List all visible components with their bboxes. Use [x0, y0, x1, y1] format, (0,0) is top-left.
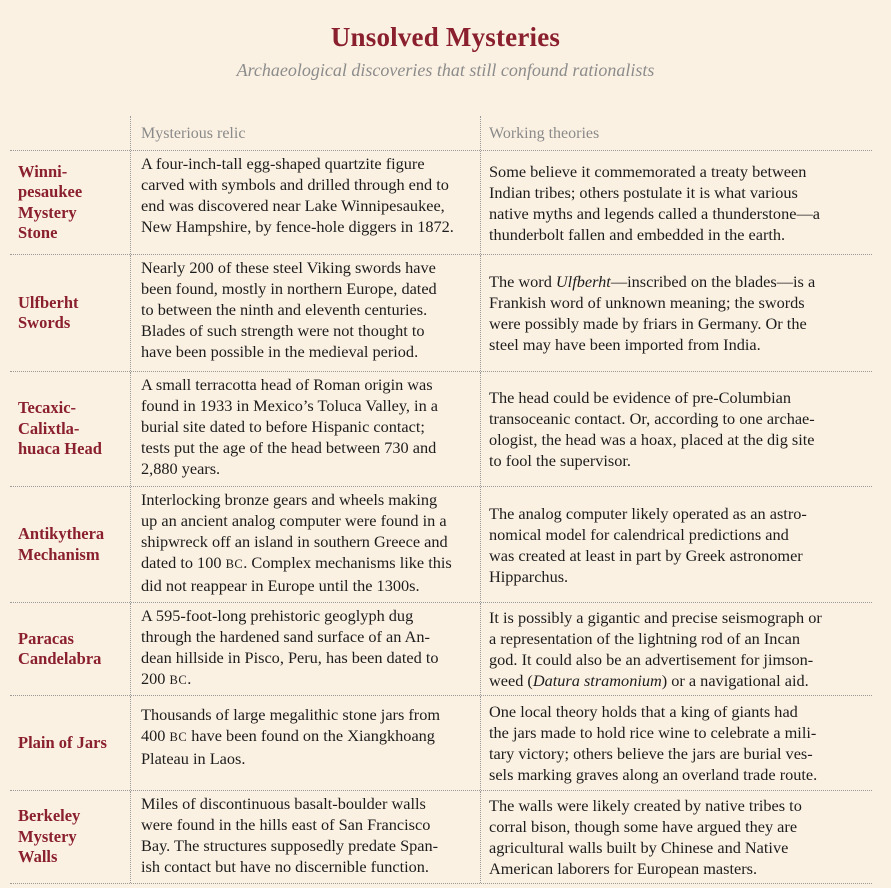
relic-name: Tecaxic- Calixtla- huaca Head [18, 398, 102, 459]
header-theories: Working theories [489, 125, 600, 142]
relic-name-cell [10, 151, 130, 254]
relic-description: Interlocking bronze gears and wheels making up an ancient analog computer were found in a shipwreck off an island in southern Greece and dated to 100 BC. Complex mechanisms like this did not reappear in Europe until the 1300s. [130, 487, 480, 602]
relic-description: A four-inch-tall egg-shaped quartzite figure carved with symbols and drilled through end to end was discovered near Lake Winnipesaukee, New Hampshire, by fence-hole diggers in 1872. [130, 151, 480, 254]
relic-description: Nearly 200 of these steel Viking swords have been found, mostly in northern Europe, dated to between the ninth and eleventh centuries. Blades of such strength were not thought to have been possible in the medieval period. [130, 255, 480, 371]
relic-name-cell [10, 791, 130, 883]
era-abbreviation: BC [169, 730, 188, 744]
relic-name: Ulfberht Swords [18, 292, 79, 332]
working-theory: One local theory holds that a king of giants had the jars made to hold rice wine to celebrate a mili- tary victory; others believe the jars are burial ves- sels marking graves along an overland trade route. [480, 696, 872, 790]
era-abbreviation: BC [225, 557, 244, 571]
mysteries-table [10, 116, 872, 884]
italic-term: Ulfberht [555, 272, 611, 291]
relic-name-cell [10, 372, 130, 486]
relic-name: Plain of Jars [18, 732, 107, 752]
page-subtitle: Archaeological discoveries that still confound rationalists [236, 60, 655, 80]
relic-name-cell [10, 696, 130, 790]
working-theory: The analog computer likely operated as an astro- nomical model for calendrical predictions and was created at least in part by Greek astronomer Hipparchus. [480, 487, 872, 602]
table-row [10, 151, 872, 255]
table-row [10, 487, 872, 603]
working-theory: The word Ulfberht—inscribed on the blades—is a Frankish word of unknown meaning; the swords were possibly made by friars in Germany. Or the steel may have been imported from India. [480, 255, 872, 371]
working-theory: The walls were likely created by native tribes to corral bison, though some have argued they are agricultural walls built by Chinese and Native American laborers for European masters. [480, 791, 872, 883]
era-abbreviation: BC [169, 673, 188, 687]
header-theories-cell [480, 116, 872, 150]
table-header [10, 116, 872, 151]
table-row [10, 372, 872, 487]
relic-name: Paracas Candelabra [18, 628, 102, 668]
relic-description: Thousands of large megalithic stone jars from 400 BC have been found on the Xiangkhoang Plateau in Laos. [130, 696, 480, 790]
header-relic-cell [130, 116, 480, 150]
table-row [10, 255, 872, 372]
relic-description: A small terracotta head of Roman origin was found in 1933 in Mexico’s Toluca Valley, in a burial site dated to before Hispanic contact; tests put the age of the head between 730 and 2,880 years. [130, 372, 480, 486]
working-theory: Some believe it commemorated a treaty between Indian tribes; others postulate it is what various native myths and legends called a thunderstone—a thunderbolt fallen and embedded in the earth. [480, 151, 872, 254]
relic-name-cell [10, 255, 130, 371]
table-row [10, 791, 872, 884]
relic-name: Antikythera Mechanism [18, 524, 105, 564]
relic-description: Miles of discontinuous basalt-boulder walls were found in the hills east of San Francisco Bay. The structures supposedly predate Span- ish contact but have no discernible function. [130, 791, 480, 883]
relic-name-cell [10, 603, 130, 695]
page-title: Unsolved Mysteries [330, 22, 561, 52]
italic-term: Datura stramonium [532, 671, 662, 690]
relic-name: Winni- pesaukee Mystery Stone [18, 161, 83, 242]
working-theory: The head could be evidence of pre-Columbian transoceanic contact. Or, according to one archae- ologist, the head was a hoax, placed at the dig site to fool the supervisor. [480, 372, 872, 486]
working-theory: It is possibly a gigantic and precise seismograph or a representation of the lightning rod of an Incan god. It could also be an advertisement for jimson- weed (Datura stramonium) or a navigational aid. [480, 603, 872, 695]
relic-description: A 595-foot-long prehistoric geoglyph dug through the hardened sand surface of an An- dean hillside in Pisco, Peru, has been dated to 200 BC. [130, 603, 480, 695]
relic-name: Berkeley Mystery Walls [18, 806, 81, 867]
table-row [10, 603, 872, 696]
relic-name-cell [10, 487, 130, 602]
header-relic: Mysterious relic [141, 125, 246, 142]
table-row [10, 696, 872, 791]
